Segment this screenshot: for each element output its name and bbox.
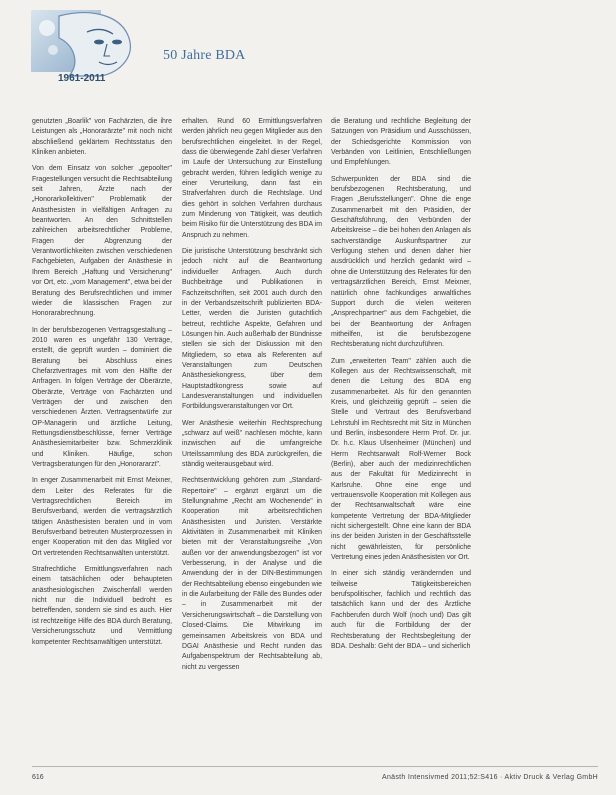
paragraph: Strafrechtliche Ermittlungsverfahren nach einem tatsächlichen oder behaupteten anästhesiologischen Zwischenfall werden nicht nur die Individuell bedroht es betreffenden, sondern sie sind es auch. Hier ist rechtzeitige Hilfe des BDA durch Beratung, Versicherungsschutz und Vermittlung kompetenter Rechtsanwältigen unterstützt. <box>32 566 172 646</box>
paragraph: Zum „erweiterten Team" zählen auch die Kollegen aus der Rechtswissenschaft, mit denen die Leitung des BDA eng zusammenarbeitet. Als für den genannten Kreis, und gleichzeitig geprüft – seien die Stelle und Vertraut des Berufsverband Lehrstuhl im Rechtsrecht mit Sitz in München und Berlin, insbesondere Herrn Prof. Dr. jur. Dr. h.c. Klaus Ulsenheimer (München) und Herrn Rechtsanwalt Rolf-Werner Bock (Berlin), aber auch der medizinrechtlichen aus der Fakultät für Medizinrecht in Karlsruhe. Ohne eine enge und vertrauensvolle Kooperation mit Kollegen aus der Rechtsanwaltschaft wäre eine kompetente Vertretung der BDA-Mitglieder nicht sichergestellt. Ohne eine kann der BDA ins der beiden Juristen in der Geschäftsstelle nicht gewährleisten, für persönliche Vertretung eines jeden Anästhesisten vor Ort. <box>331 357 471 562</box>
paragraph: In einer sich ständig verändernden und teilweise Tätigkeitsbereichen berufspolitischer, fachlich und rechtlich das tatsächlich kann und der des Ärztliche Fachberufen durch Wolf (noch und) Das gilt auch für die Fortbildung der der Rechtsberatung der Rechtsbegleitung der BDA. Deshalb: Geht der BDA – und sicherlich <box>331 570 471 650</box>
footer-rule <box>32 766 598 767</box>
paragraph: In enger Zusammenarbeit mit Ernst Meixner, dem Leiter des Referates für die Vertragsrechtlichen Bereich im Berufsverband, werden die vertragsärztlich tätigen Anästhesisten beraten und in vom Berufsverband betreuten Musterprozessen in enger Kooperation mit den das Mitglied vor Ort vertretenden Rechtsanwälten unterstützt. <box>32 477 172 557</box>
paragraph: genutzten „Boarlik" von Fachärzten, die ihre Leistungen als „Honorarärzte" mit noch nicht abschließend geklärtem Rechtsstatus den Kliniken anbieten. <box>32 118 172 157</box>
paragraph: die Beratung und rechtliche Begleitung der Satzungen von Präsidium und Ausschüssen, der Schiedsgerichte Kommission von Verbänden von Leitlinien, Entschließungen und Empfehlungen. <box>331 118 471 167</box>
jubilee-years: 1961-2011 <box>58 73 106 84</box>
text-column-1 <box>32 117 172 654</box>
paragraph: Schwerpunkten der BDA sind die berufsbezogenen Rechtsberatung, und Fragen „Berufsstellungen". Ohne die enge Zusammenarbeit mit den Präsidien, der Geschäftsführung, den Verbünden der Arbeitskreise – die bei hohen den Anlagen als sachverständige Auskunftspartner zur Verfügung stehen und denen daher hier ausdrücklich und herzlich gedankt wird – ohne die Unterstützung des Referates für den vertragsärztlichen Bereich, Ernst Meixner, natürlich ohne fachkundiges anwaltliches Support durch die vielen weiteren „Ansprechpartner" aus dem Fachgebiet, die bei der Beantwortung der Anfragen mitheilfen, ist die berufsbezogene Rechtsberatung nicht durchzuführen. <box>331 175 471 349</box>
jubilee-title: 50 Jahre BDA <box>163 48 246 63</box>
page-number: 616 <box>32 774 44 781</box>
paragraph: erhalten. Rund 60 Ermittlungsverfahren werden jährlich neu gegen Mitglieder aus den berufsrechtlichen eingeleitet. In der Regel, dass die überwiegende Zahl dieser Verfahren im Laufe der Untersuchung zur Einstellung gebracht werden, führen lediglich wenige zu einer Verurteilung, dann fast ein Strafverfahren durch die Rechtslage. Und dies gehört in solchen Verfahren durchaus zum Minderung von Tätigkeit, was deutlich beim Risiko für die Unterstützung des BDA im Anspruch zu nehmen. <box>182 118 322 239</box>
paragraph: Die juristische Unterstützung beschränkt sich jedoch nicht auf die Beantwortung individueller Anfragen. Auch durch Buchbeiträge und Publikationen in Fachzeitschriften, seit 2001 auch durch den in der Verbandszeitschrift publizierten BDA-Letter, werden die Juristen gutachtlich betreut, rechtliche Aspekte, Gefahren und Lösungen hin. Auch außerhalb der Bündnisse stellen sie sich der Diskussion mit den Mitgliedern, so etwa als Referenten auf Veranstaltungen zum Deutschen Anästhesiekongress, über dem Hauptstadtkongress sowie auf Landesveranstaltungen und individuellen Fortbildungsveranstaltungen vor Ort. <box>182 248 322 411</box>
text-column-2 <box>182 117 322 679</box>
paragraph: Rechtsentwicklung gehören zum „Standard-Repertoire" – ergänzt ergänzt um die Stellungnahme „Recht am Wochenende" in Kooperation mit arbeitsrechtlichen Anästhesisten und Juristen. Verstärkte Aktivitäten in Zusammenarbeit mit Kliniken bieten mit der Veranstaltungsreihe „Von außen vor der anwendungsbezogen" ist vor Verbesserung, in der Analyse und die Anwendung der in der DIN-Bestimmungen der Rechtsabteilung ebenso eingebunden wie in die Aufarbeitung der Fälle des Bundes oder – in Zusammenarbeit mit der Versicherungswirtschaft – die Darstellung von Closed-Claims. Die Mitwirkung im gemeinsamen Arbeitskreis von BDA und DGAI Anästhesie und Recht runden das Aufgabenspektrum der Rechtsabteilung ab, nicht zu vergessen <box>182 477 322 671</box>
text-column-3 <box>331 117 471 658</box>
paragraph: In der berufsbezogenen Vertragsgestaltung – 2010 waren es ungefähr 130 Verträge, erstellt, die geprüft wurden – dominiert die Beratung bei Abschluss eines Chefarztvertrages mit vom den Hälfte der Anfragen. In folgen Verträge der Oberärzte, Oberärzte, Verträge von Fachärzten und Verträgen der und zwischen den verschiedenen Ärzten. Vertragsentwürfe zur OP-Managerin und ärztliche Leitung, Rettungsdienstbeschlüsse, ferner Verträge Anästhesiemitarbeiter bzw. Schmerzklinik und Kliniken. Häufige, schon Vertragsberatungen für den „Honorararzt". <box>32 326 172 468</box>
journal-source: Anästh Intensivmed 2011;52:S416 · Aktiv Druck & Verlag GmbH <box>381 774 598 781</box>
paragraph: Von dem Einsatz von solcher „gepoolter" Fragestellungen versucht die Rechtsabteilung seit Jahren, Ärzte nach der „Honorarkollektiven" Problematik der Anästhesisten in vielfältigen Anfragen zu beantworten. An den Schnittstellen zahlreichen arbeitsrechtlicher Probleme, Fragen der Abgrenzung der Verantwortlichkeiten zwischen verschiedenen Fachgebieten, Aufgaben der Anästhesie in Ihrem Bereich „Haftung und Versicherung" vor Ort, etc. „vom Management", etwa bei der Beratung des Berufsrechtlichen und immer wieder die klassischen Fragen zur Honorarabrechnung. <box>32 165 172 318</box>
paragraph: Wer Anästhesie weiterhin Rechtsprechung „schwarz auf weiß" nachlesen möchte, kann inzwischen auf die umfangreiche Urteilssammlung des BDA zurückgreifen, die ständig weiterausgebaut wird. <box>182 419 322 468</box>
